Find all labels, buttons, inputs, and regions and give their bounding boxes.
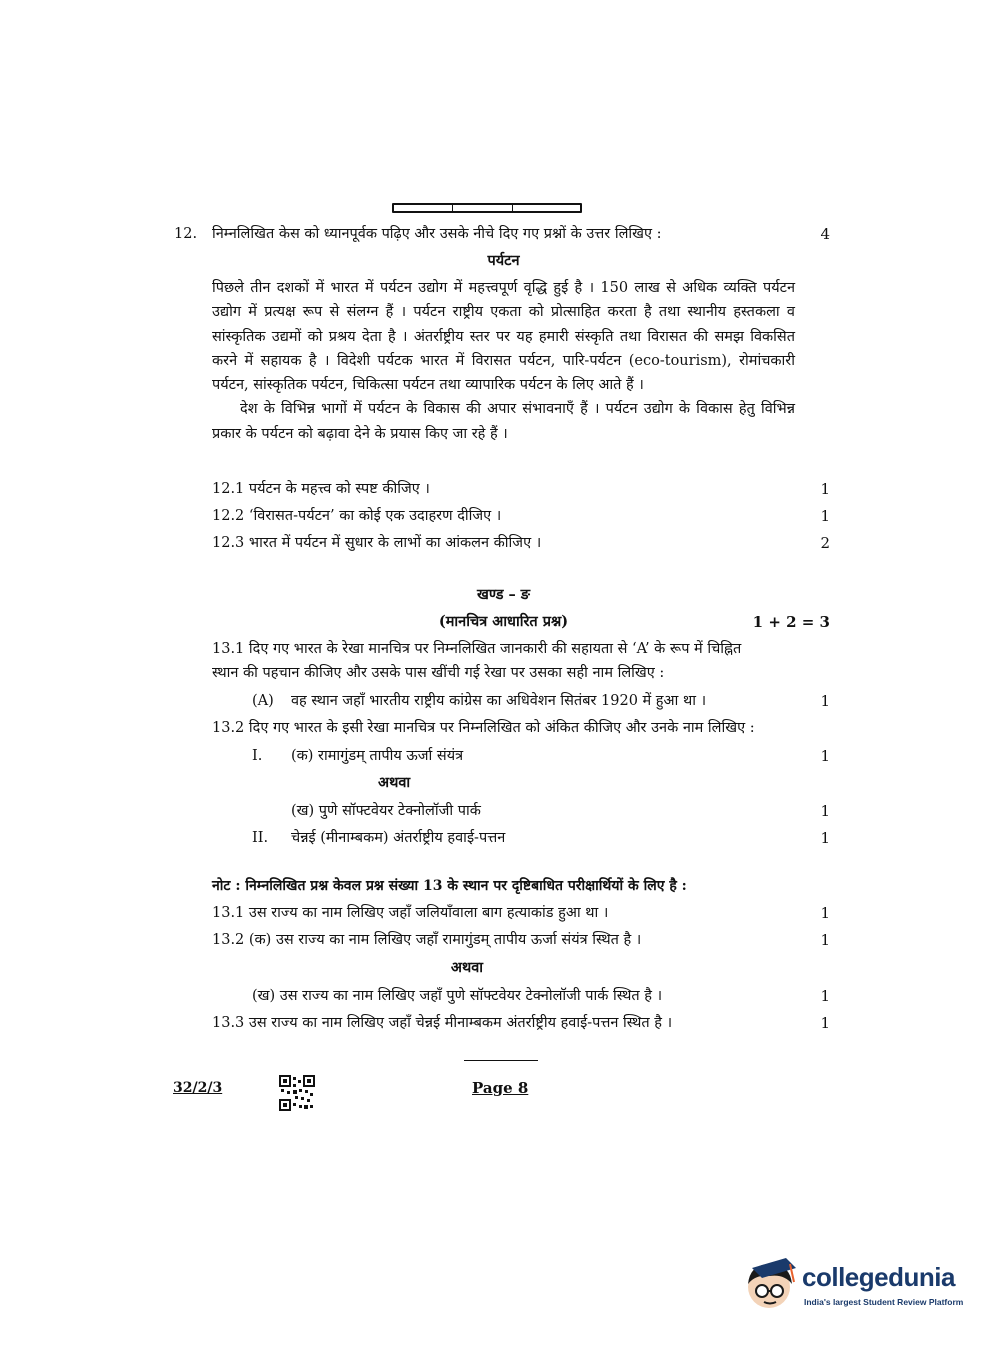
item-label: II. — [252, 830, 269, 846]
page-number: Page 8 — [472, 1079, 529, 1097]
item-marks: 1 — [820, 802, 830, 820]
option-label: (A) — [252, 693, 274, 709]
paper-code: 32/2/3 — [173, 1080, 223, 1096]
item-marks: 1 — [820, 747, 830, 765]
subquestion-marks: 2 — [820, 534, 830, 552]
note-question: 13.2 (क) उस राज्य का नाम लिखिए जहाँ रामागुंडम् तापीय ऊर्जा संयंत्र स्थित है । — [212, 932, 642, 948]
note-question: 13.3 उस राज्य का नाम लिखिए जहाँ चेन्नई मीनाम्बकम अंतर्राष्ट्रीय हवाई-पत्तन स्थित है । — [212, 1015, 673, 1031]
option-text: वह स्थान जहाँ भारतीय राष्ट्रीय कांग्रेस का अधिवेशन सितंबर 1920 में हुआ था । — [291, 693, 707, 709]
item-text: चेन्नई (मीनाम्बकम) अंतर्राष्ट्रीय हवाई-पत्तन — [291, 830, 506, 846]
subquestion-13-1-line2: स्थान की पहचान कीजिए और उसके पास खींची गई रेखा पर उसका सही नाम लिखिए : — [212, 665, 665, 681]
subquestion-12-1: 12.1 पर्यटन के महत्त्व को स्पष्ट कीजिए । — [212, 481, 430, 497]
subquestion-12-3: 12.3 भारत में पर्यटन में सुधार के लाभों का आंकलन कीजिए । — [212, 535, 542, 551]
or-label: अथवा — [450, 959, 484, 976]
subquestion-12-2: 12.2 ‘विरासत-पर्यटन’ का कोई एक उदाहरण दीजिए । — [212, 508, 502, 524]
item-marks: 1 — [820, 829, 830, 847]
mascot-logo-icon — [740, 1254, 798, 1312]
brand-name: collegedunia — [802, 1262, 955, 1292]
question-intro: निम्नलिखित केस को ध्यानपूर्वक पढ़िए और उसके नीचे दिए गए प्रश्नों के उत्तर लिखिए : — [212, 226, 662, 242]
top-separator-bar — [392, 203, 582, 213]
section-subheading: (मानचित्र आधारित प्रश्न) — [438, 613, 569, 630]
question-number: 12. — [174, 226, 198, 242]
section-heading: खण्ड – ङ — [476, 586, 531, 603]
note-question: 13.1 उस राज्य का नाम लिखिए जहाँ जलियाँवाला बाग हत्याकांड हुआ था । — [212, 905, 609, 921]
section-marks: 1 + 2 = 3 — [752, 613, 830, 631]
note-marks: 1 — [820, 931, 830, 949]
note-marks: 1 — [820, 987, 830, 1005]
or-label: अथवा — [378, 774, 411, 791]
subquestion-13-2: 13.2 दिए गए भारत के इसी रेखा मानचित्र पर निम्नलिखित को अंकित कीजिए और उनके नाम लिखिए : — [212, 720, 755, 736]
end-rule — [464, 1060, 538, 1061]
question-marks: 4 — [820, 225, 830, 243]
brand-tagline: India's largest Student Review Platform — [804, 1297, 964, 1307]
item-text: (ख) पुणे सॉफ्टवेयर टेक्नोलॉजी पार्क — [291, 803, 481, 819]
note-marks: 1 — [820, 1014, 830, 1032]
option-marks: 1 — [820, 692, 830, 710]
note-marks: 1 — [820, 904, 830, 922]
note-question: (ख) उस राज्य का नाम लिखिए जहाँ पुणे सॉफ्टवेयर टेक्नोलॉजी पार्क स्थित है । — [252, 988, 663, 1004]
collegedunia-watermark — [740, 1248, 970, 1318]
item-label: I. — [252, 748, 263, 764]
passage-paragraph-2: देश के विभिन्न भागों में पर्यटन के विकास की अपार संभावनाएँ हैं । पर्यटन उद्योग के विकास हेतु विभिन्न प्रकार के पर्यटन को बढ़ावा देने के प्रयास किए जा रहे हैं । — [212, 401, 795, 442]
subquestion-marks: 1 — [820, 507, 830, 525]
subquestion-marks: 1 — [820, 480, 830, 498]
item-text: (क) रामागुंडम् तापीय ऊर्जा संयंत्र — [291, 748, 464, 764]
passage-paragraph-1: पिछले तीन दशकों में भारत में पर्यटन उद्योग में महत्त्वपूर्ण वृद्धि हुई है । 150 लाख से अधिक व्यक्ति पर्यटन उद्योग में प्रत्यक्ष रूप से संलग्न हैं । पर्यटन राष्ट्रीय एकता को प्रोत्साहित करता है तथा स्थानीय हस्तकला व सांस्कृतिक उद्यमों को प्रश्रय देता है । अंतर्राष्ट्रीय स्तर पर यह हमारी संस्कृति तथा विरासत की समझ विकसित करने में सहायक है । विदेशी पर्यटक भारत में विरासत पर्यटन, पारि-पर्यटन (eco-tourism), रोमांचकारी पर्यटन, सांस्कृतिक पर्यटन, चिकित्सा पर्यटन तथा व्यापारिक पर्यटन के लिए आते हैं । — [212, 280, 795, 394]
case-passage — [212, 276, 795, 446]
note-heading: नोट : निम्नलिखित प्रश्न केवल प्रश्न संख्या 13 के स्थान पर दृष्टिबाधित परीक्षार्थियों के लिए है : — [212, 878, 687, 894]
case-title: पर्यटन — [487, 252, 520, 269]
subquestion-13-1-line1: 13.1 दिए गए भारत के रेखा मानचित्र पर निम्नलिखित जानकारी की सहायता से ‘A’ के रूप में चिह्नित — [212, 641, 742, 657]
qr-code-icon — [279, 1075, 315, 1111]
